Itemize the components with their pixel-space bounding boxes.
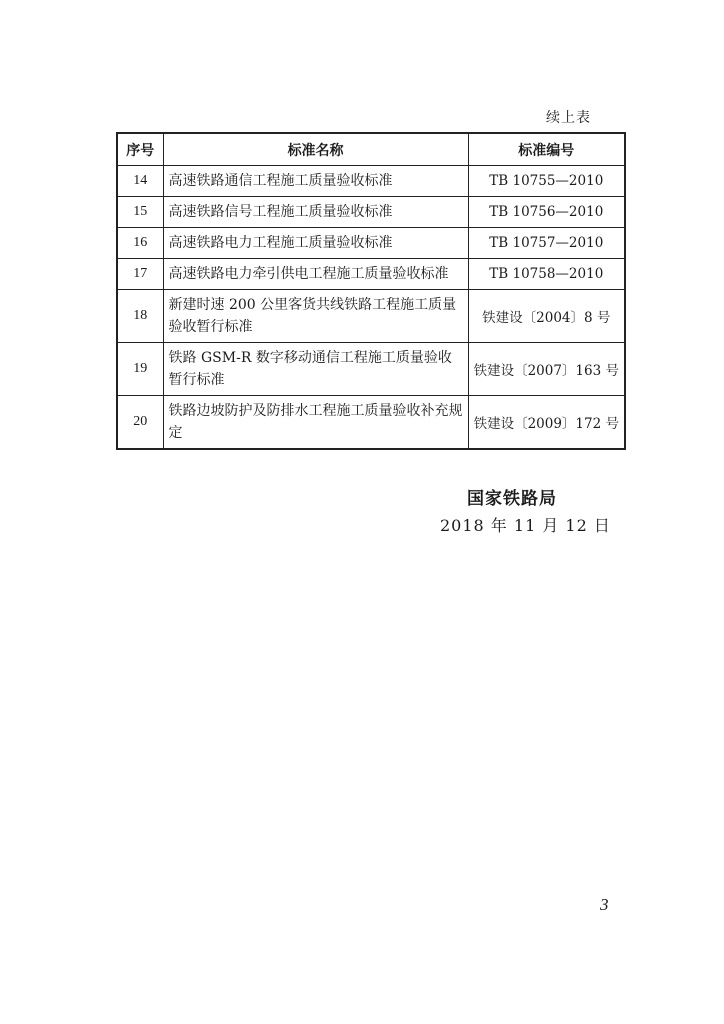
row-standard-code: TB 10758—2010 (468, 259, 625, 290)
row-serial-number: 16 (117, 228, 163, 259)
row-serial-number: 15 (117, 197, 163, 228)
header-standard-name: 标准名称 (163, 133, 468, 166)
row-standard-code: TB 10755—2010 (468, 166, 625, 197)
table-row (117, 396, 625, 450)
row-standard-name: 铁路边坡防护及防排水工程施工质量验收补充规定 (163, 396, 468, 450)
row-serial-number: 18 (117, 290, 163, 343)
standards-table (116, 132, 626, 450)
table-row (117, 228, 625, 259)
table-row (117, 290, 625, 343)
table-row (117, 166, 625, 197)
row-serial-number: 14 (117, 166, 163, 197)
row-standard-code: 铁建设〔2007〕163 号 (468, 343, 625, 396)
row-serial-number: 20 (117, 396, 163, 450)
row-standard-name: 高速铁路通信工程施工质量验收标准 (163, 166, 468, 197)
row-standard-name: 高速铁路电力工程施工质量验收标准 (163, 228, 468, 259)
issue-date: 2018 年 11 月 12 日 (440, 516, 611, 535)
page-number: 3 (600, 895, 609, 914)
row-standard-name: 高速铁路信号工程施工质量验收标准 (163, 197, 468, 228)
row-standard-code: TB 10756—2010 (468, 197, 625, 228)
row-standard-code: TB 10757—2010 (468, 228, 625, 259)
table-header-row (117, 133, 625, 166)
row-standard-code: 铁建设〔2009〕172 号 (468, 396, 625, 450)
row-serial-number: 17 (117, 259, 163, 290)
table-row (117, 259, 625, 290)
issuing-authority: 国家铁路局 (467, 489, 557, 509)
table-row (117, 343, 625, 396)
table-row (117, 197, 625, 228)
row-standard-name: 铁路 GSM-R 数字移动通信工程施工质量验收暂行标准 (163, 343, 468, 396)
row-serial-number: 19 (117, 343, 163, 396)
header-serial-number: 序号 (117, 133, 163, 166)
row-standard-name: 高速铁路电力牵引供电工程施工质量验收标准 (163, 259, 468, 290)
continued-table-label: 续上表 (546, 110, 591, 126)
header-standard-code: 标准编号 (468, 133, 625, 166)
row-standard-name: 新建时速 200 公里客货共线铁路工程施工质量验收暂行标准 (163, 290, 468, 343)
row-standard-code: 铁建设〔2004〕8 号 (468, 290, 625, 343)
